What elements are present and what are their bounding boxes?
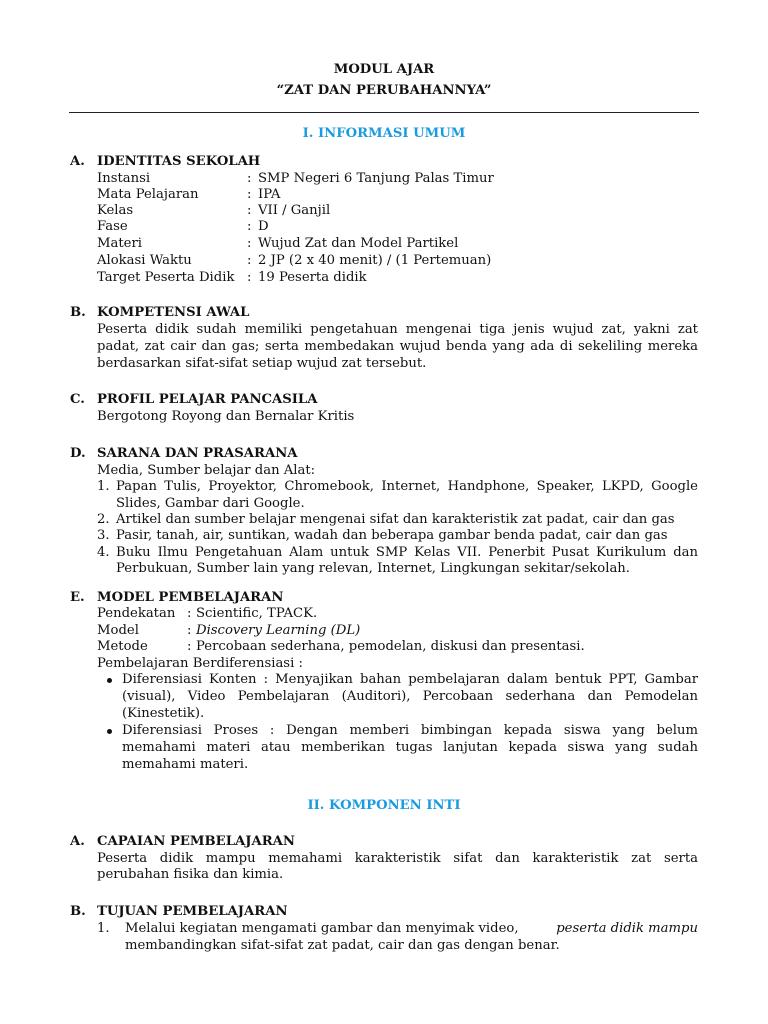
identitas-sep: : <box>247 270 252 285</box>
model-value: Percobaan sederhana, pemodelan, diskusi dan presentasi. <box>196 639 585 654</box>
section-letter: A. <box>70 154 85 169</box>
list-number: 4. <box>97 545 110 560</box>
section-letter: C. <box>70 392 85 407</box>
identitas-value: D <box>258 219 269 234</box>
model-label: Pendekatan <box>97 606 176 621</box>
identitas-sep: : <box>247 171 252 186</box>
section-letter: E. <box>70 590 85 605</box>
sarana-intro: Media, Sumber belajar dan Alat: <box>97 463 316 478</box>
identitas-label: Instansi <box>97 171 151 186</box>
bullet-line: (Kinestetik). <box>122 706 205 721</box>
identitas-label: Alokasi Waktu <box>97 253 192 268</box>
list-number: 2. <box>97 512 110 527</box>
identitas-label: Materi <box>97 236 142 251</box>
identitas-sep: : <box>247 236 252 251</box>
section-letter: B. <box>70 904 86 919</box>
identitas-sep: : <box>247 253 252 268</box>
tujuan-italic-text: peserta didik mampu <box>556 921 698 936</box>
model-sep: : <box>187 639 192 654</box>
bullet-icon <box>107 678 112 683</box>
capaian-line: Peserta didik mampu memahami karakteristik sifat dan karakteristik zat serta <box>97 851 698 866</box>
model-value: Scientific, TPACK. <box>196 606 318 621</box>
list-item-line: Buku Ilmu Pengetahuan Alam untuk SMP Kelas VII. Penerbit Pusat Kurikulum dan <box>116 545 698 560</box>
list-number: 1. <box>97 479 110 494</box>
list-item-line: Pasir, tanah, air, suntikan, wadah dan beberapa gambar benda padat, cair dan gas <box>116 528 668 543</box>
list-item-line: Perbukuan, Sumber lain yang relevan, Internet, Lingkungan sekitar/sekolah. <box>116 561 630 576</box>
identitas-sep: : <box>247 203 252 218</box>
document-subtitle: “ZAT DAN PERUBAHANNYA” <box>276 83 492 98</box>
list-item-line: Artikel dan sumber belajar mengenai sifat dan karakteristik zat padat, cair dan gas <box>116 512 675 527</box>
section-heading-komponen-inti: II. KOMPONEN INTI <box>307 798 461 813</box>
bullet-line: Diferensiasi Konten : Menyajikan bahan pembelajaran dalam bentuk PPT, Gambar <box>122 672 698 687</box>
identitas-value: VII / Ganjil <box>258 203 331 218</box>
identitas-label: Kelas <box>97 203 134 218</box>
identitas-value: IPA <box>258 187 281 202</box>
kompetensi-heading: KOMPETENSI AWAL <box>97 305 250 320</box>
sarana-heading: SARANA DAN PRASARANA <box>97 446 298 461</box>
tujuan-line-2: membandingkan sifat-sifat zat padat, cair dan gas dengan benar. <box>125 938 560 953</box>
tujuan-text: Melalui kegiatan mengamati gambar dan menyimak video, <box>125 921 519 936</box>
identitas-value: 2 JP (2 x 40 menit) / (1 Pertemuan) <box>258 253 492 268</box>
bullet-line: Diferensiasi Proses : Dengan memberi bimbingan kepada siswa yang belum <box>122 723 698 738</box>
bullet-icon <box>107 729 112 734</box>
kompetensi-line: berdasarkan sifat-sifat setiap wujud zat tersebut. <box>97 356 427 371</box>
tujuan-line-1 <box>125 921 698 937</box>
bullet-line: memahami materi atau memberikan tugas lanjutan kepada siswa yang sudah <box>122 740 698 755</box>
capaian-heading: CAPAIAN PEMBELAJARAN <box>97 834 295 849</box>
model-value: Discovery Learning (DL) <box>196 623 361 638</box>
diferensiasi-heading: Pembelajaran Berdiferensiasi : <box>97 656 303 671</box>
bullet-line: memahami materi. <box>122 757 249 772</box>
kompetensi-line: Peserta didik sudah memiliki pengetahuan mengenai tiga jenis wujud zat, yakni zat <box>97 322 698 337</box>
tujuan-heading: TUJUAN PEMBELAJARAN <box>97 904 288 919</box>
list-item-line: Papan Tulis, Proyektor, Chromebook, Internet, Handphone, Speaker, LKPD, Google <box>116 479 698 494</box>
document-title: MODUL AJAR <box>333 62 435 77</box>
identitas-label: Target Peserta Didik <box>97 270 235 285</box>
model-sep: : <box>187 606 192 621</box>
identitas-heading: IDENTITAS SEKOLAH <box>97 154 261 169</box>
model-label: Metode <box>97 639 148 654</box>
identitas-label: Mata Pelajaran <box>97 187 199 202</box>
identitas-value: 19 Peserta didik <box>258 270 367 285</box>
model-heading: MODEL PEMBELAJARAN <box>97 590 284 605</box>
identitas-label: Fase <box>97 219 128 234</box>
section-letter: D. <box>70 446 86 461</box>
identitas-sep: : <box>247 187 252 202</box>
identitas-value: Wujud Zat dan Model Partikel <box>258 236 459 251</box>
section-letter: A. <box>70 834 85 849</box>
profil-text: Bergotong Royong dan Bernalar Kritis <box>97 409 355 424</box>
header-divider <box>69 112 699 113</box>
list-number: 3. <box>97 528 110 543</box>
identitas-sep: : <box>247 219 252 234</box>
model-label: Model <box>97 623 139 638</box>
list-number: 1. <box>97 921 110 936</box>
identitas-value: SMP Negeri 6 Tanjung Palas Timur <box>258 171 494 186</box>
section-heading-informasi-umum: I. INFORMASI UMUM <box>302 126 466 141</box>
profil-heading: PROFIL PELAJAR PANCASILA <box>97 392 318 407</box>
kompetensi-line: padat, zat cair dan gas; serta membedakan wujud benda yang ada di sekeliling mereka <box>97 339 698 354</box>
model-sep: : <box>187 623 192 638</box>
bullet-line: (visual), Video Pembelajaran (Auditori), Percobaan sederhana dan Pemodelan <box>122 689 698 704</box>
section-letter: B. <box>70 305 86 320</box>
capaian-line: perubahan fisika dan kimia. <box>97 867 284 882</box>
list-item-line: Slides, Gambar dari Google. <box>116 496 305 511</box>
